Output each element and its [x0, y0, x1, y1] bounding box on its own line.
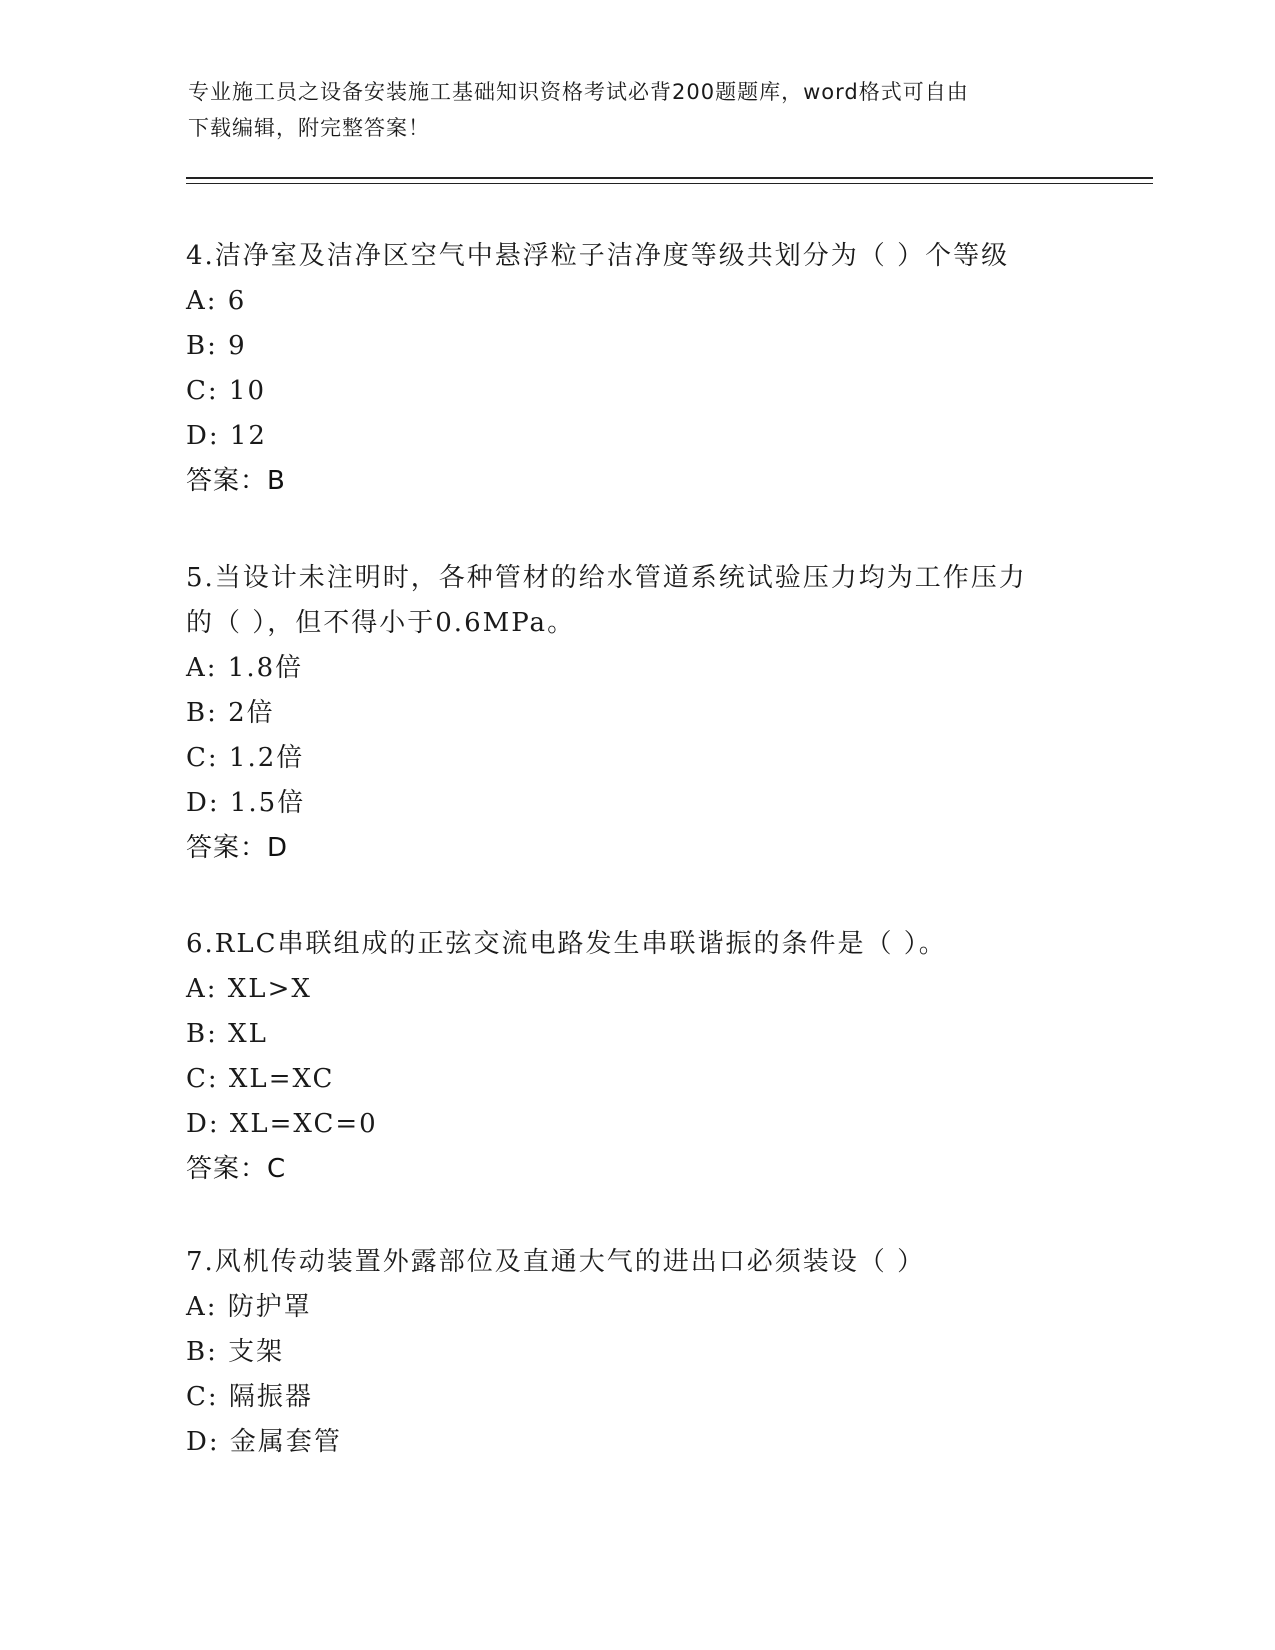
- header-divider-secondary: [186, 183, 1153, 184]
- option-b: B: XL: [186, 1019, 268, 1049]
- question-stem-continued: 的（ ），但不得小于0.6MPa。: [186, 608, 576, 638]
- question-stem: 5.当设计未注明时，各种管材的给水管道系统试验压力均为工作压力: [186, 563, 1027, 593]
- option-d: D: 金属套管: [186, 1427, 342, 1457]
- document-header: [188, 74, 1068, 146]
- option-b: B: 2倍: [186, 698, 275, 728]
- option-c: C: XL=XC: [186, 1064, 335, 1094]
- option-c: C: 10: [186, 376, 267, 406]
- question-6: [186, 922, 1086, 1192]
- header-title-line-1: 专业施工员之设备安装施工基础知识资格考试必背200题题库，word格式可自由: [188, 80, 969, 104]
- answer: 答案：D: [186, 833, 289, 863]
- option-c: C: 1.2倍: [186, 743, 305, 773]
- question-stem: 4.洁净室及洁净区空气中悬浮粒子洁净度等级共划分为（ ）个等级: [186, 241, 1010, 271]
- answer: 答案：B: [186, 466, 286, 496]
- option-a: A: 6: [186, 286, 247, 316]
- option-a: A: 1.8倍: [186, 653, 304, 683]
- option-d: D: XL=XC=0: [186, 1109, 378, 1139]
- option-d: D: 1.5倍: [186, 788, 306, 818]
- header-title-line-2: 下载编辑，附完整答案！: [188, 116, 430, 140]
- question-7: [186, 1240, 1086, 1465]
- question-5: [186, 556, 1086, 871]
- option-b: B: 支架: [186, 1337, 285, 1367]
- option-d: D: 12: [186, 421, 267, 451]
- header-divider: [186, 177, 1153, 179]
- option-b: B: 9: [186, 331, 247, 361]
- question-4: [186, 234, 1086, 504]
- option-a: A: XL>X: [186, 974, 312, 1004]
- answer: 答案：C: [186, 1154, 287, 1184]
- option-a: A: 防护罩: [186, 1292, 312, 1322]
- question-stem: 7.风机传动装置外露部位及直通大气的进出口必须装设（ ）: [186, 1247, 926, 1277]
- question-stem: 6.RLC串联组成的正弦交流电路发生串联谐振的条件是（ ）。: [186, 929, 947, 959]
- option-c: C: 隔振器: [186, 1382, 313, 1412]
